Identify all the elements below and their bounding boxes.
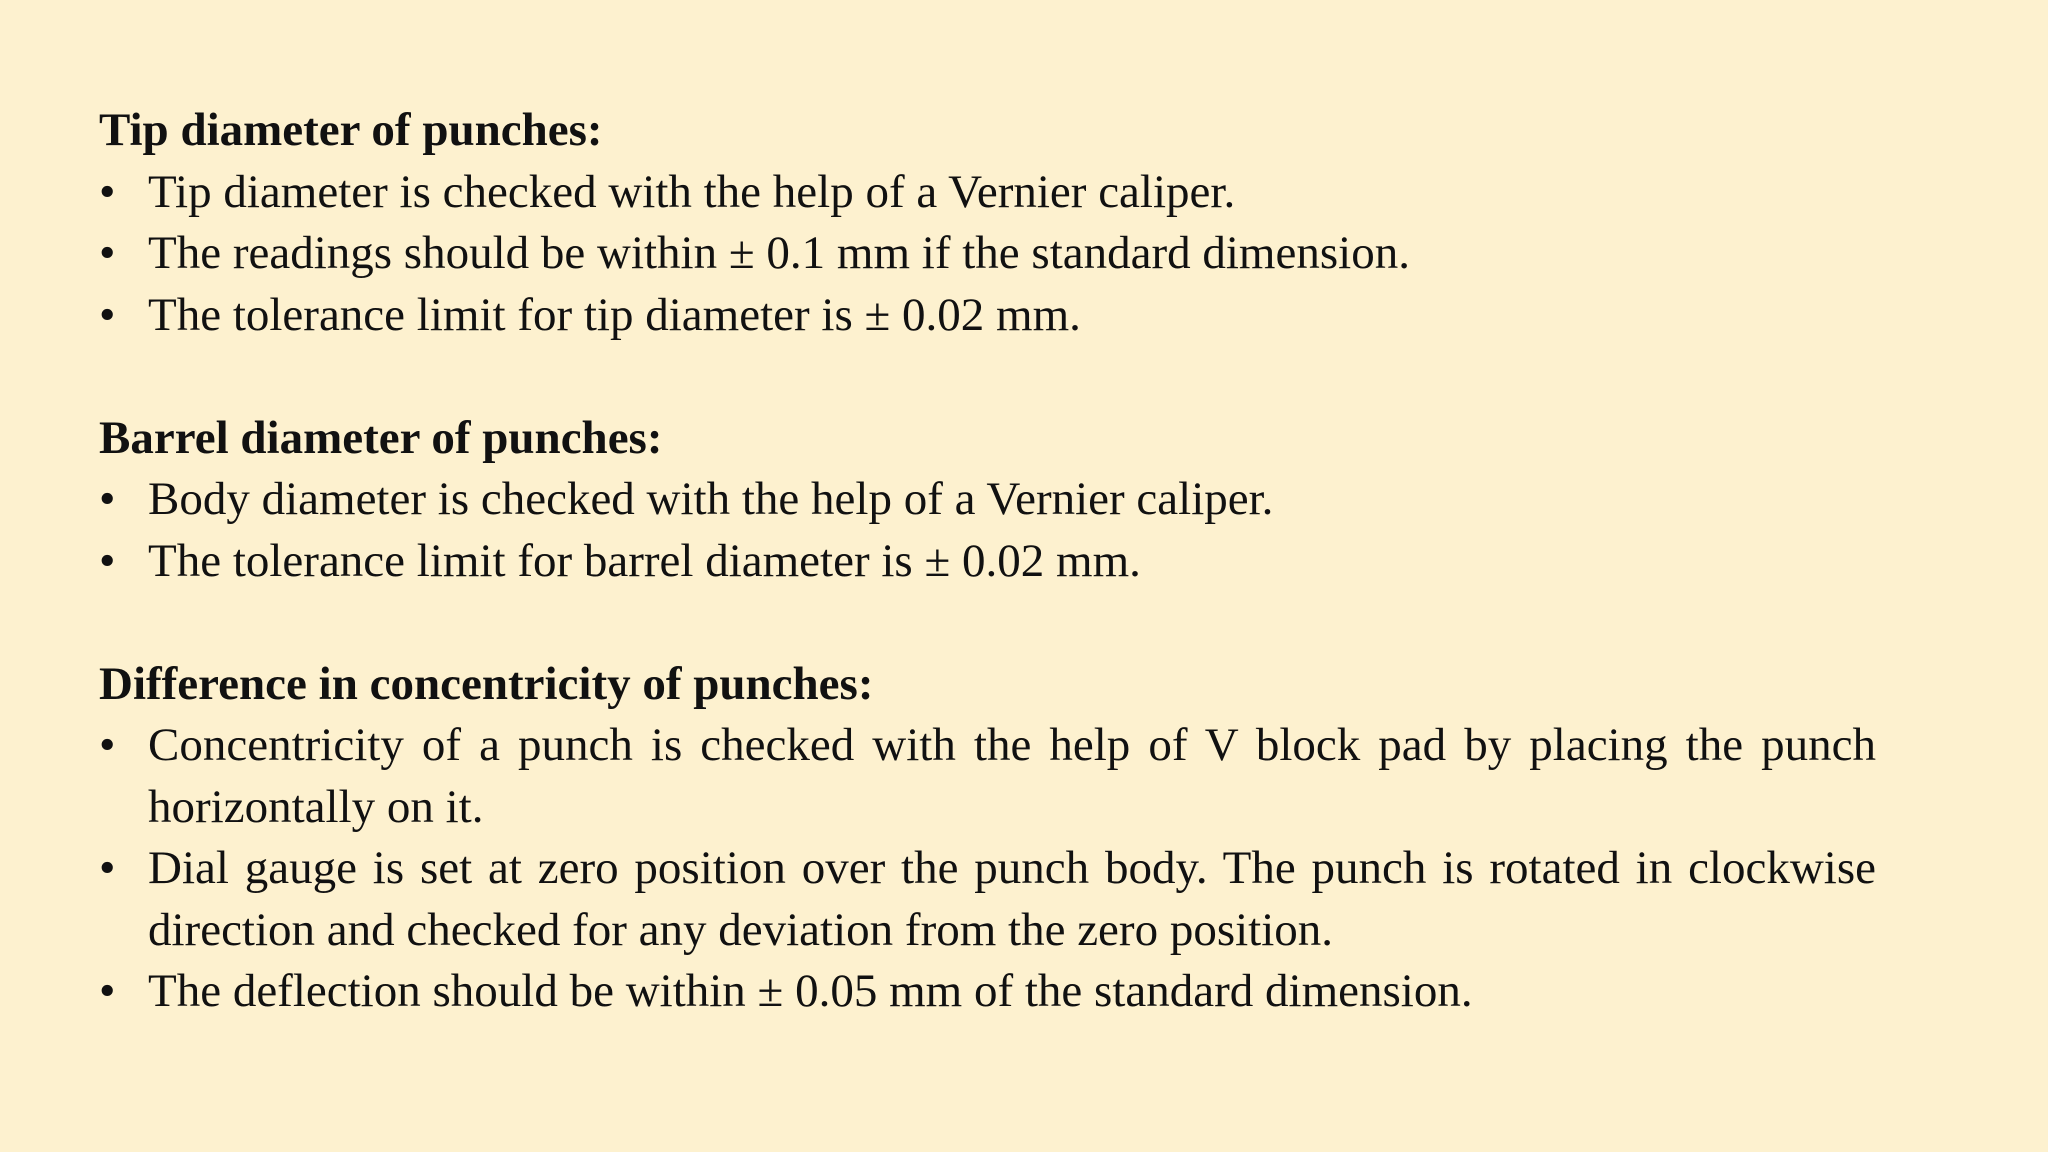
bullet-list (99, 715, 1876, 1023)
bullet-icon: • (99, 842, 116, 894)
list-item-text: The tolerance limit for barrel diameter is ± 0.02 mm. (148, 534, 1141, 587)
list-item (99, 223, 1876, 285)
list-item-text: The readings should be within ± 0.1 mm if the standard dimension. (148, 227, 1410, 279)
list-item (99, 162, 1876, 224)
list-item (99, 285, 1876, 347)
bullet-icon: • (99, 473, 116, 525)
list-item-text: The tolerance limit for tip diameter is ± 0.02 mm. (148, 288, 1081, 341)
bullet-list (99, 469, 1876, 592)
list-item-text: Body diameter is checked with the help of a Vernier caliper. (148, 473, 1274, 525)
bullet-icon: • (99, 719, 116, 771)
section-spacer (99, 592, 1876, 654)
section-heading: Tip diameter of punches: (99, 104, 603, 156)
bullet-icon: • (99, 227, 116, 279)
bullet-icon: • (99, 165, 116, 218)
bullet-icon: • (99, 288, 116, 341)
list-item-text: Dial gauge is set at zero position over the punch body. The punch is rotated in clockwise direction and checked for any deviation from the zero position. (148, 842, 1876, 956)
list-item (99, 469, 1876, 531)
slide-content (99, 100, 1876, 1023)
bullet-icon: • (99, 965, 116, 1017)
list-item-text: Tip diameter is checked with the help of a Vernier caliper. (148, 165, 1236, 218)
section-barrel-diameter (99, 408, 1876, 593)
list-item (99, 961, 1876, 1023)
section-concentricity (99, 654, 1876, 1023)
section-tip-diameter (99, 100, 1876, 346)
list-item (99, 715, 1876, 838)
section-heading: Barrel diameter of punches: (99, 411, 663, 464)
bullet-icon: • (99, 534, 116, 587)
bullet-list (99, 162, 1876, 347)
list-item-text: Concentricity of a punch is checked with the help of V block pad by placing the punch horizontally on it. (148, 719, 1876, 833)
list-item (99, 838, 1876, 961)
list-item (99, 531, 1876, 593)
section-heading: Difference in concentricity of punches: (99, 657, 874, 710)
section-spacer (99, 346, 1876, 408)
list-item-text: The deflection should be within ± 0.05 mm of the standard dimension. (148, 965, 1473, 1017)
